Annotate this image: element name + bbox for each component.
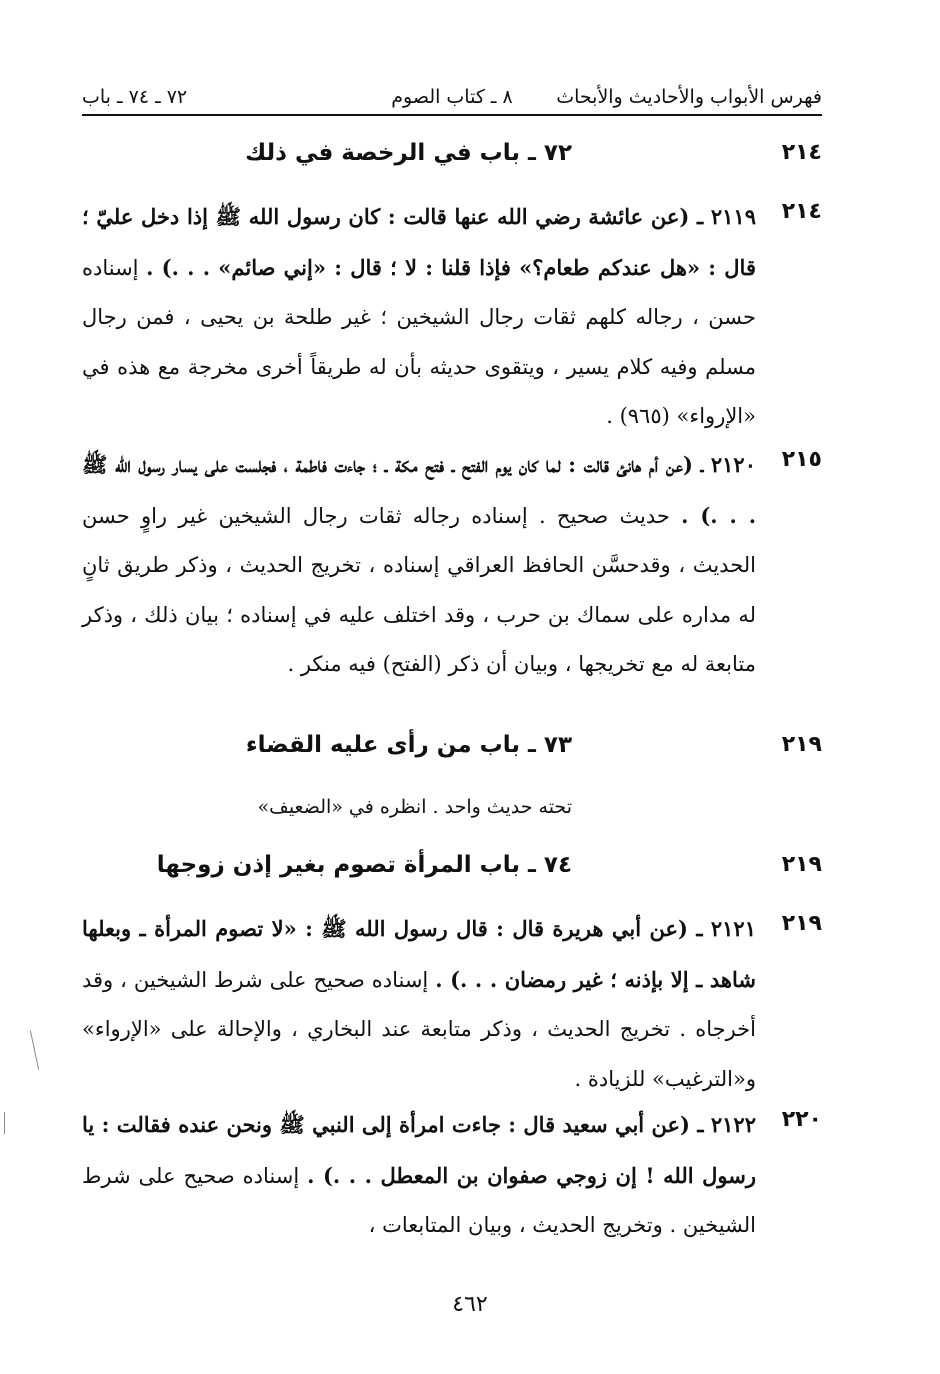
page-number: ٢٢٠ xyxy=(781,1107,822,1132)
hadith-bold: ٢١٢٠ ـ (عن أم هانئ قالت : لما كان يوم الفتح ـ فتح مكة ـ ؛ جاءت فاطمة ، فجلست على يسار رسول الله ﷺ . . .) . xyxy=(82,452,756,528)
scan-mark xyxy=(30,1030,39,1069)
page-number: ٢١٩ xyxy=(781,911,822,936)
page-number: ٢١٩ xyxy=(781,732,822,757)
chapter-row xyxy=(82,852,822,892)
hadith-commentary: إسناده صحيح على شرط الشيخين ، وقد أخرجاه . تخريج الحديث ، وذكر متابعة عند البخاري ، والإحالة على «الإرواء» و«الترغيب» للزيادة . xyxy=(82,967,756,1091)
hadith-entry xyxy=(82,440,822,690)
hadith-bold: ٢١٢٢ ـ (عن أبي سعيد قال : جاءت امرأة إلى النبي ﷺ ونحن عنده فقالت : يا رسول الله ! إن زوجي صفوان بن المعطل . . .) . xyxy=(82,1112,756,1188)
page-number: ٢١٥ xyxy=(781,447,822,472)
chapter-row xyxy=(82,140,822,180)
page-number: ٢١٤ xyxy=(781,199,822,224)
hadith-commentary: إسناده حسن ، رجاله كلهم ثقات رجال الشيخين ؛ غير طلحة بن يحيى ، فمن رجال مسلم وفيه كلام يسير ، ويتقوى حديثه بأن له طريقاً أخرى مخرجة مع هذه في «الإرواء» (٩٦٥) . xyxy=(82,255,756,428)
chapter-row xyxy=(82,732,822,772)
hadith-entry xyxy=(82,1100,822,1251)
chapter-note-row xyxy=(82,796,822,826)
header-book-title: ٨ ـ كتاب الصوم xyxy=(391,86,513,108)
header-index-title: فهرس الأبواب والأحاديث والأبحاث xyxy=(556,86,822,108)
chapter-note: تحته حديث واحد . انظره في «الضعيف» xyxy=(257,796,572,818)
header-chapter-range: ٧٢ ـ ٧٤ ـ باب xyxy=(82,86,188,108)
scan-mark xyxy=(4,1112,5,1134)
hadith-bold: ٢١٢١ ـ (عن أبي هريرة قال : قال رسول الله ﷺ : «لا تصوم المرأة ـ وبعلها شاهد ـ إلا بإذنه ؛ غير رمضان . . .) . xyxy=(82,916,756,992)
running-header xyxy=(82,78,822,116)
hadith-entry xyxy=(82,192,822,442)
chapter-heading: ٧٣ ـ باب من رأى عليه القضاء xyxy=(245,732,572,758)
hadith-bold: ٢١١٩ ـ (عن عائشة رضي الله عنها قالت : كان رسول الله ﷺ إذا دخل عليّ ؛ قال : «هل عندكم طعام؟» فإذا قلنا : لا ؛ قال : «إني صائم» . . .) . xyxy=(82,204,756,280)
hadith-text xyxy=(82,192,756,442)
hadith-commentary: حديث صحيح . إسناده رجاله ثقات رجال الشيخين غير راوٍ حسن الحديث ، وقدحسَّن الحافظ العراقي إسناده ، تخريج الحديث ، وذكر طريق ثانٍ له مداره على سماك بن حرب ، وقد اختلف عليه في إسناده ؛ بيان ذلك ، وذكر متابعة له مع تخريجها ، وبيان أن ذكر (الفتح) فيه منكر . xyxy=(82,503,756,676)
hadith-entry xyxy=(82,904,822,1104)
chapter-heading: ٧٢ ـ باب في الرخصة في ذلك xyxy=(245,140,572,166)
hadith-text xyxy=(82,1100,756,1251)
chapter-heading: ٧٤ ـ باب المرأة تصوم بغير إذن زوجها xyxy=(156,852,572,878)
page-number: ٢١٤ xyxy=(781,140,822,165)
page-number: ٢١٩ xyxy=(781,852,822,877)
hadith-text xyxy=(82,904,756,1104)
hadith-commentary: إسناده صحيح على شرط الشيخين . وتخريج الحديث ، وبيان المتابعات ، xyxy=(82,1163,756,1237)
footer-page-number: ٤٦٢ xyxy=(452,1292,488,1317)
hadith-text xyxy=(82,440,756,690)
